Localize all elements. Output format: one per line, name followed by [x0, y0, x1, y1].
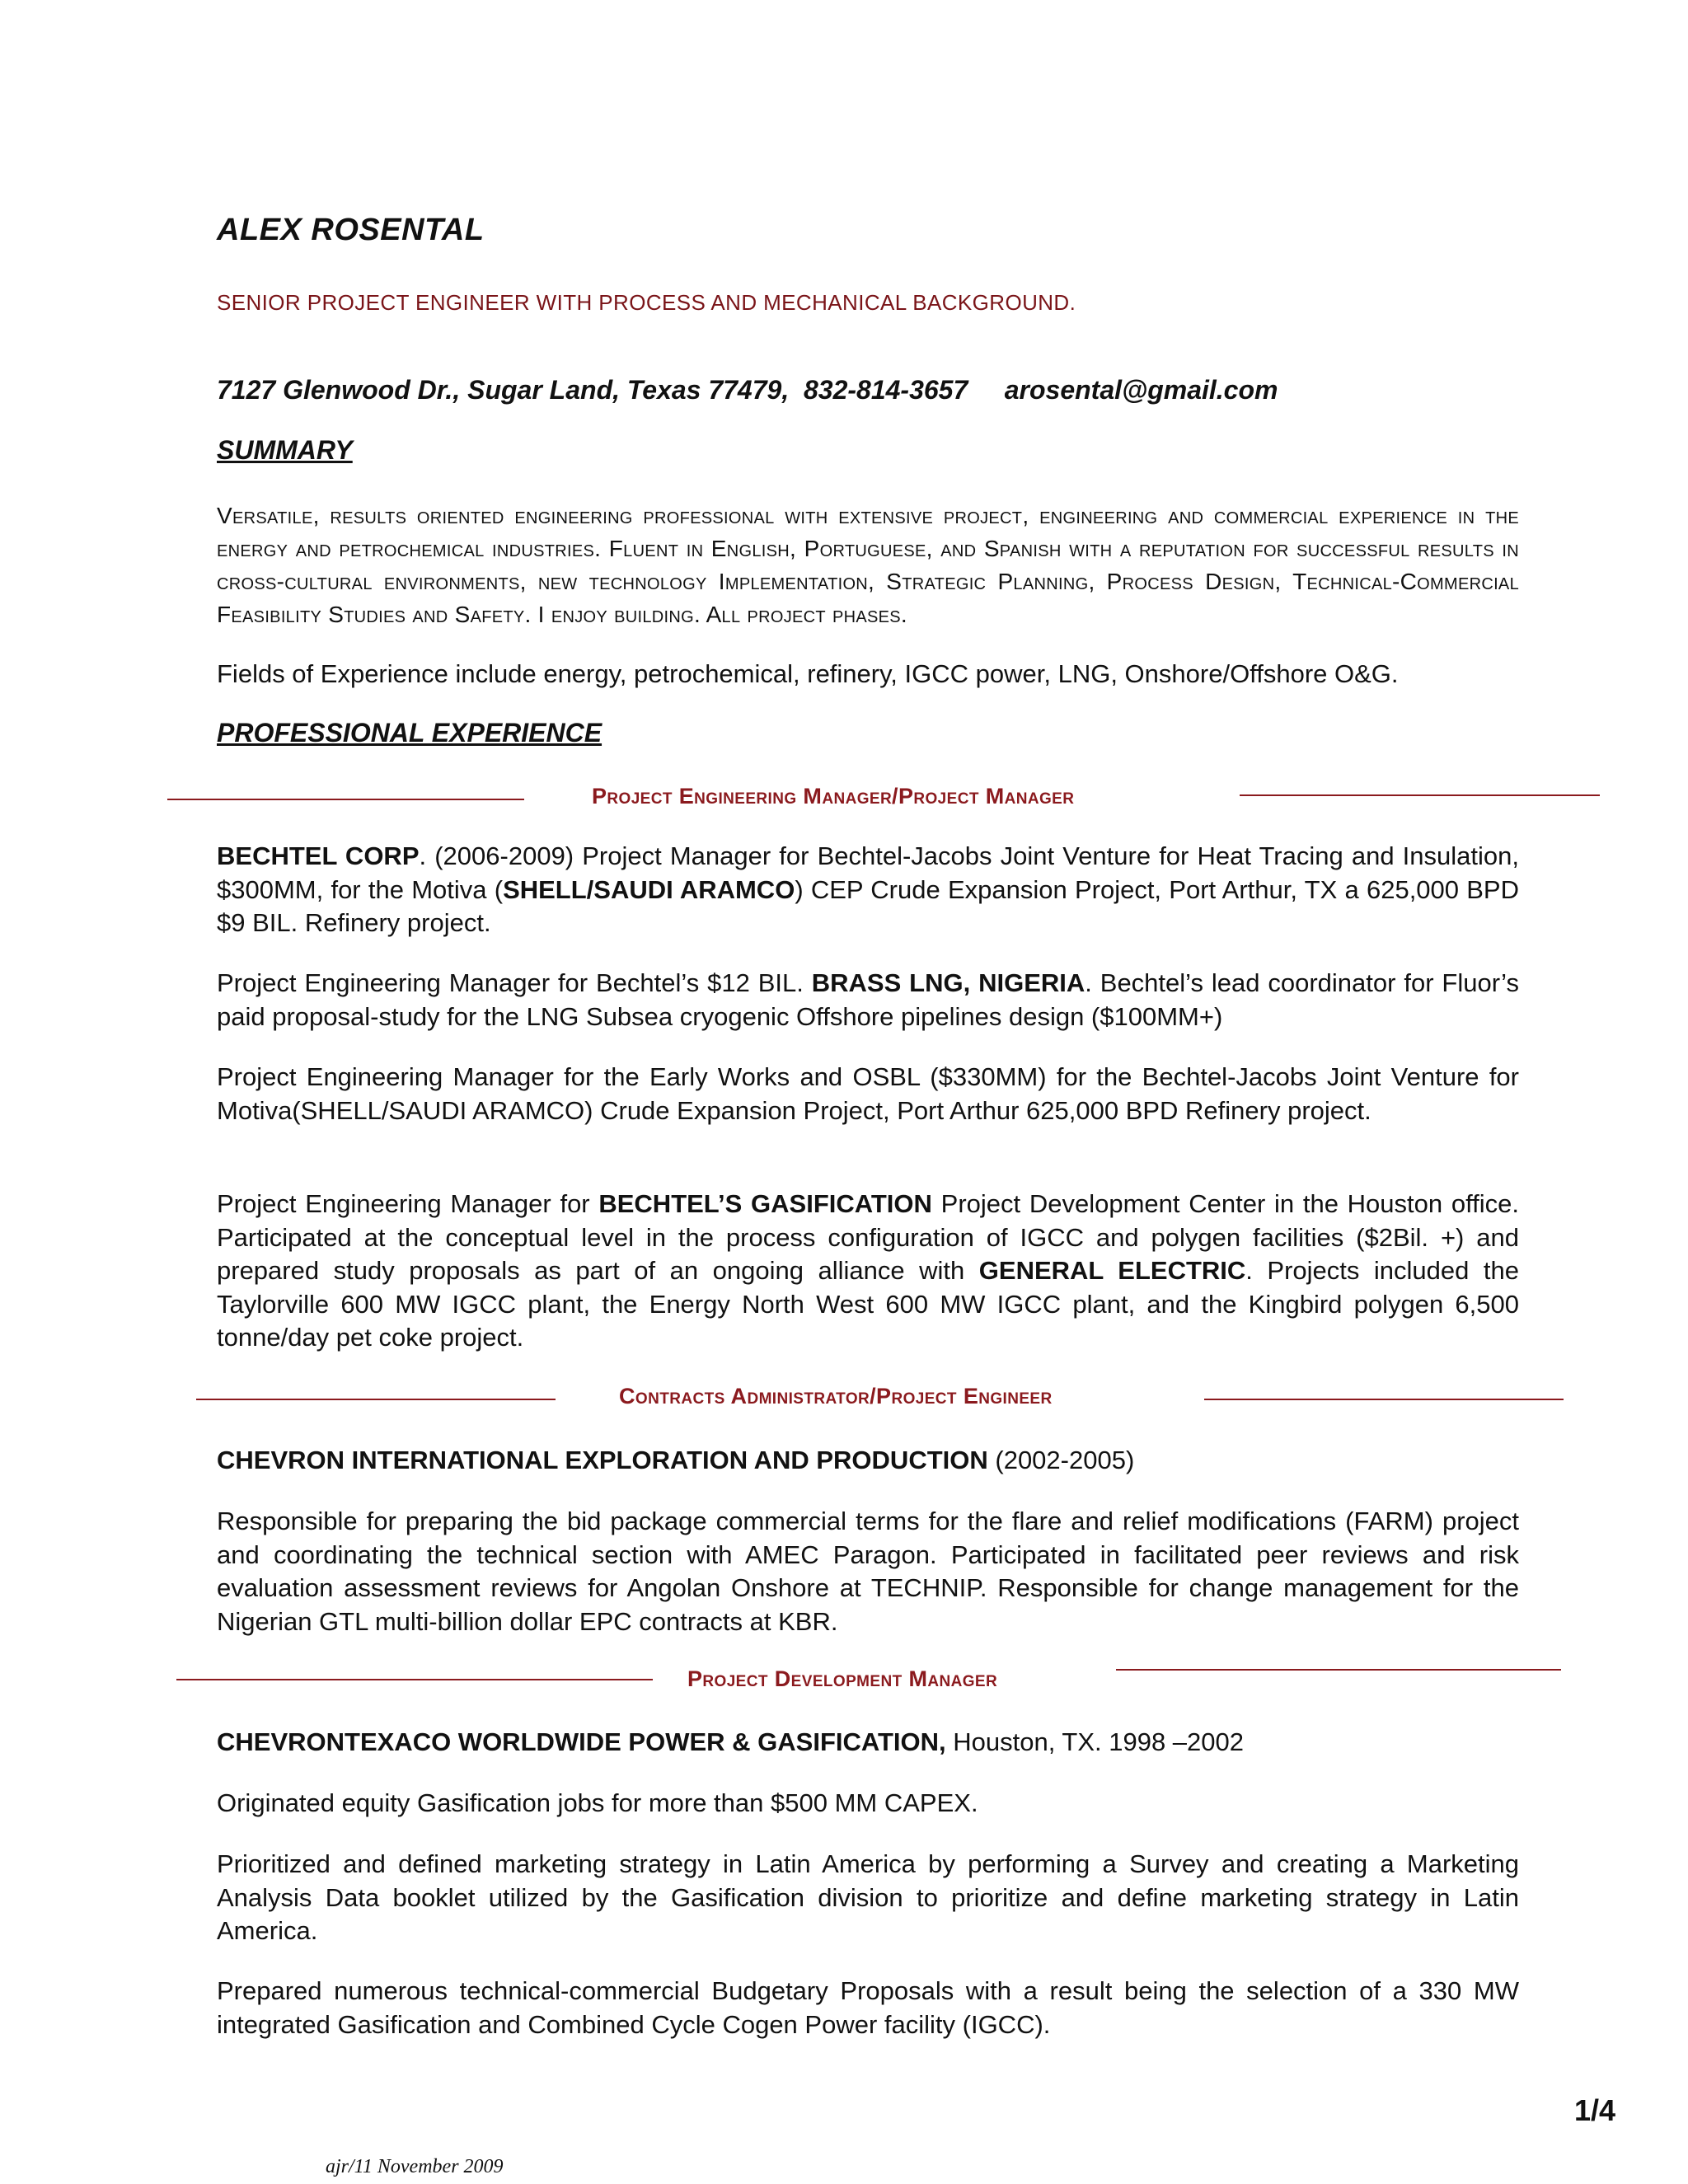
body-text: Project Engineering Manager for Bechtel’s $12 BIL.: [217, 968, 812, 997]
emphasis-text: GENERAL ELECTRIC: [978, 1256, 1246, 1285]
page-number: 1/4: [1574, 2093, 1616, 2127]
body-text: Project Engineering Manager for the Early Works and OSBL ($330MM) for the Bechtel-Jacobs Joint Venture for Motiva(SHELL/SAUDI ARAMCO) Crude Expansion Project, Port Arthur 625,000 BPD Refinery project.: [217, 1062, 1519, 1125]
emphasis-text: BECHTEL CORP: [217, 841, 420, 870]
role-paragraph: [217, 1061, 1519, 1127]
body-text: ) CEP Crude Expansion Project, Port Arthur, TX a 625,000 BPD $9 BIL. Refinery project.: [217, 874, 1520, 937]
role-paragraph: [217, 1787, 1519, 1821]
role-paragraph: [217, 840, 1519, 940]
emphasis-text: BRASS LNG, NIGERIA: [811, 968, 1085, 997]
summary-text: Versatile, results oriented engineering professional with extensive project, engineering and commercial experience in the energy and petrochemical industries. Fluent in English, Portuguese, and Spanish with a reputation for successful results in cross-cultural environments, new technology Implementation, Strategic Planning, Process Design, Technical-Commercial Feasibility Studies and Safety. I enjoy building. All project phases.: [217, 503, 1519, 627]
role-title: Project Engineering Manager/Project Manager: [592, 784, 1075, 808]
role-paragraph: [217, 1848, 1519, 1948]
body-text: Originated equity Gasification jobs for more than $500 MM CAPEX.: [217, 1788, 978, 1817]
emphasis-text: CHEVRON INTERNATIONAL EXPLORATION AND PRODUCTION: [217, 1446, 988, 1474]
body-text: . (2006-2009) Project Manager for Bechtel-Jacobs Joint Venture for Heat Tracing and Insulation, $300MM, for the Motiva (: [217, 841, 1519, 904]
role-divider-right: [1204, 1399, 1564, 1400]
candidate-headline: SENIOR PROJECT ENGINEER WITH PROCESS AND MECHANICAL BACKGROUND.: [217, 290, 1076, 315]
fields-of-experience: Fields of Experience include energy, petrochemical, refinery, IGCC power, LNG, Onshore/Offshore O&G.: [217, 659, 1399, 688]
summary-heading: SUMMARY: [217, 435, 353, 465]
employer-line: [217, 1444, 1519, 1478]
role-divider-right: [1240, 794, 1600, 796]
role-title: Project Development Manager: [687, 1666, 998, 1691]
experience-heading: PROFESSIONAL EXPERIENCE: [217, 718, 603, 748]
role-divider-left: [176, 1679, 653, 1680]
body-text: Houston, TX. 1998 –2002: [945, 1727, 1244, 1756]
emphasis-text: BECHTEL’S GASIFICATION: [598, 1189, 932, 1218]
role-divider-left: [196, 1399, 556, 1400]
emphasis-text: CHEVRONTEXACO WORLDWIDE POWER & GASIFICATION,: [217, 1727, 946, 1756]
footer-note: ajr/11 November 2009: [326, 2156, 504, 2177]
employer-line: [217, 1726, 1519, 1760]
candidate-name: ALEX ROSENTAL: [217, 213, 485, 247]
role-paragraph: [217, 1975, 1519, 2041]
body-text: Responsible for preparing the bid package commercial terms for the flare and relief modifications (FARM) project and coordinating the technical section with AMEC Paragon. Participated in facilitated peer reviews and risk evaluation assessment reviews for Angolan Onshore at TECHNIP. Responsible for change management for the Nigerian GTL multi-billion dollar EPC contracts at KBR.: [217, 1507, 1519, 1636]
body-text: Project Engineering Manager for: [217, 1189, 599, 1218]
body-text: (2002-2005): [987, 1446, 1135, 1474]
role-divider-left: [167, 799, 524, 800]
body-text: Prioritized and defined marketing strategy in Latin America by performing a Survey and creating a Marketing Analysis Data booklet utilized by the Gasification division to prioritize and define marketing strategy in Latin America.: [217, 1849, 1519, 1945]
role-paragraph: [217, 1505, 1519, 1638]
contact-line: 7127 Glenwood Dr., Sugar Land, Texas 77479, 832-814-3657 arosental@gmail.com: [217, 375, 1278, 405]
role-divider-right: [1116, 1669, 1561, 1671]
body-text: . Bechtel’s lead coordinator for Fluor’s paid proposal-study for the LNG Subsea cryogenic Offshore pipelines design ($100MM+): [217, 968, 1520, 1031]
role-paragraph: [217, 1188, 1519, 1355]
emphasis-text: SHELL/SAUDI ARAMCO: [503, 874, 795, 904]
body-text: Prepared numerous technical-commercial Budgetary Proposals with a result being the selection of a 330 MW integrated Gasification and Combined Cycle Cogen Power facility (IGCC).: [217, 1976, 1519, 2039]
role-paragraph: [217, 967, 1519, 1033]
role-title: Contracts Administrator/Project Engineer: [619, 1384, 1053, 1408]
body-text: Project Development Center in the Houston office. Participated at the conceptual level in the process configuration of IGCC and polygen facilities ($2Bil. +) and prepared study proposals as part of an ongoing alliance with: [217, 1189, 1519, 1285]
body-text: . Projects included the Taylorville 600 MW IGCC plant, the Energy North West 600 MW IGCC plant, and the Kingbird polygen 6,500 tonne/day pet coke project.: [217, 1256, 1519, 1352]
